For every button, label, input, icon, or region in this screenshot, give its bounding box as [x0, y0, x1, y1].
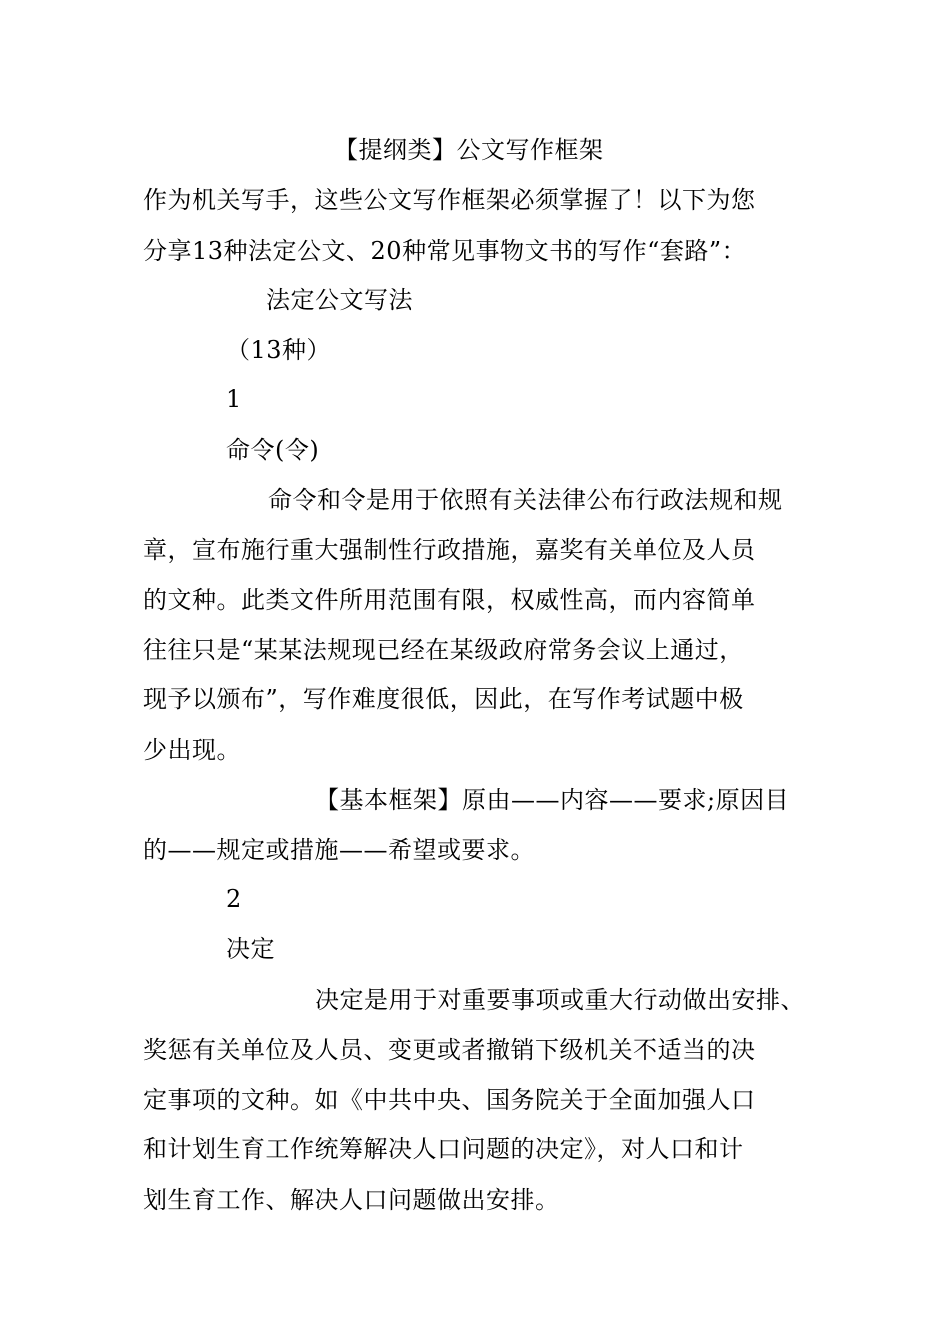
- section-heading: 法定公文写法: [266, 286, 413, 314]
- item-1-desc-line-2: 章，宣布施行重大强制性行政措施，嘉奖有关单位及人员: [143, 536, 756, 564]
- section-count: （13种）: [226, 336, 332, 364]
- item-2-desc-line-5: 划生育工作、解决人口问题做出安排。: [143, 1186, 560, 1214]
- item-1-desc-line-1: 命令和令是用于依照有关法律公布行政法规和规: [268, 486, 783, 514]
- item-1-desc-line-5: 现予以颁布”，写作难度很低，因此，在写作考试题中极: [143, 685, 744, 713]
- item-2-desc-line-3: 定事项的文种。如《中共中央、国务院关于全面加强人口: [143, 1086, 756, 1114]
- item-1-desc-line-4: 往往只是“某某法规现已经在某级政府常务会议上通过，: [143, 636, 744, 664]
- intro-line-1: 作为机关写手，这些公文写作框架必须掌握了！以下为您: [143, 186, 756, 214]
- item-2-name: 决定: [226, 935, 275, 963]
- document-title: 【提纲类】公文写作框架: [334, 136, 604, 164]
- intro-line-2: 分享13种法定公文、20种常见事物文书的写作“套路”：: [143, 237, 747, 265]
- item-1-desc-line-3: 的文种。此类文件所用范围有限，权威性高，而内容简单: [143, 586, 756, 614]
- item-1-name: 命令(令): [226, 436, 320, 464]
- item-2-desc-line-4: 和计划生育工作统筹解决人口问题的决定》，对人口和计: [143, 1135, 744, 1163]
- item-2-desc-line-2: 奖惩有关单位及人员、变更或者撤销下级机关不适当的决: [143, 1036, 756, 1064]
- item-1-framework-line-2: 的——规定或措施——希望或要求。: [143, 836, 535, 864]
- item-1-desc-line-6: 少出现。: [143, 736, 241, 764]
- item-1-framework-line-1: 【基本框架】原由——内容——要求;原因目: [315, 786, 790, 814]
- item-2-number: 2: [226, 885, 242, 913]
- item-2-desc-line-1: 决定是用于对重要事项或重大行动做出安排、: [315, 986, 805, 1014]
- item-1-number: 1: [226, 385, 242, 413]
